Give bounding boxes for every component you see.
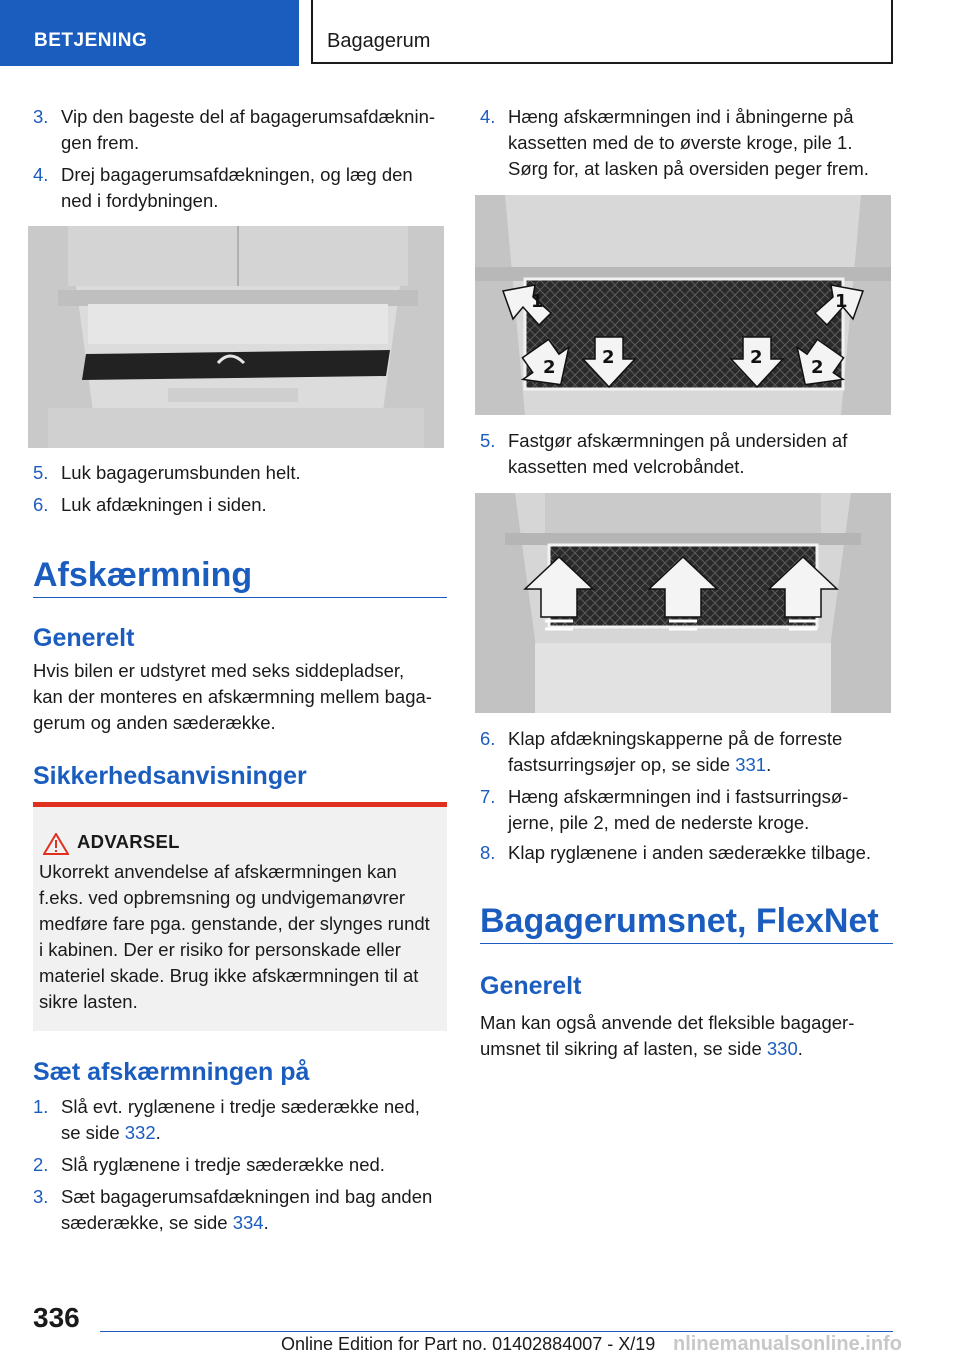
step-text-body: Klap afdækningskapperne på de forreste fastsurringsøjer op, se side: [508, 728, 843, 775]
topic-box: [311, 0, 893, 64]
step-number: 3.: [33, 1186, 49, 1207]
step-text: [61, 1184, 432, 1236]
heading-generelt-flexnet: Generelt: [480, 972, 582, 1000]
step-text: Slå ryglænene i tredje sæderække ned.: [61, 1154, 385, 1175]
arrow-label: 2: [750, 347, 763, 368]
flexnet-text-end: .: [797, 1038, 803, 1059]
install-step-1: [33, 1094, 453, 1148]
warning-text: Ukorrekt anvendelse af afskærmningen kan f.eks. ved opbremsning og undvigemanøvrer medføre fare pga. genstande, der slynges rundt i kabinen. Der er risiko for personskade eller materiel skade. Brug ikke afskærmningen til at sikre lasten.: [39, 861, 430, 1012]
step-number: 5.: [33, 462, 49, 483]
warning-box: [33, 802, 447, 1031]
step-text-body: Slå evt. ryglænene i tredje sæderække ned, se side: [61, 1096, 420, 1143]
step-3-tilt: [33, 104, 453, 158]
step-text: Drej bagagerumsafdækningen, og læg den ned i fordybningen.: [61, 164, 413, 211]
heading-rule: [33, 597, 447, 598]
page-link-331[interactable]: 331: [735, 754, 767, 775]
step-number: 4.: [33, 164, 49, 185]
step-number: 6.: [480, 728, 496, 749]
warning-triangle-icon: [43, 833, 69, 855]
step-text: Klap ryglænene i anden sæderække tilbage.: [508, 842, 872, 863]
trunk-cover-illustration: [28, 226, 444, 448]
arrow-label: 2: [543, 357, 556, 378]
step-text: Luk afdækningen i siden.: [61, 494, 267, 515]
page-number: 336: [33, 1302, 80, 1333]
heading-flexnet: Bagagerumsnet, FlexNet: [480, 902, 879, 940]
step-number: 2.: [33, 1154, 49, 1175]
heading-rule: [480, 943, 893, 944]
heading-sikkerhed: Sikkerhedsanvisninger: [33, 762, 307, 790]
step-number: 6.: [33, 494, 49, 515]
heading-generelt: Generelt: [33, 624, 135, 652]
install-step-3: [33, 1184, 453, 1238]
step-number: 8.: [480, 842, 496, 863]
flexnet-generelt-text: [480, 1010, 900, 1062]
arrow-label: 1: [835, 291, 848, 312]
step-text: Hæng afskærmningen ind i åbningerne på kassetten med de to øverste kroge, pile 1. Sørg for, at lasken på oversiden peger frem.: [508, 106, 869, 179]
section-label: BETJENING: [34, 30, 148, 51]
step-number: 4.: [480, 106, 496, 127]
step-5-close-floor: [33, 460, 453, 488]
net-hooks-photo: [475, 195, 891, 415]
step-text-end: .: [155, 1122, 161, 1143]
step-text-end: .: [263, 1212, 269, 1233]
net-velcro-photo: [475, 493, 891, 713]
step-6-close-side: [33, 492, 453, 520]
step-number: 3.: [33, 106, 49, 127]
net-hooks-illustration: [475, 195, 891, 415]
page-link-330[interactable]: 330: [766, 1038, 798, 1059]
warning-title: ADVARSEL: [77, 831, 180, 852]
step-text: Vip den bageste del af bagagerumsafdæknin- gen frem.: [61, 106, 436, 153]
step-text-body: Sæt bagagerumsafdækningen ind bag anden sæderække, se side: [61, 1186, 433, 1233]
trunk-cover-photo: [28, 226, 444, 448]
step-text-end: .: [766, 754, 772, 775]
net-velcro-illustration: [475, 493, 891, 713]
step-4-hang: [480, 104, 900, 184]
section-tab: [0, 0, 299, 66]
generelt-text: Hvis bilen er udstyret med seks siddepladser, kan der monteres en afskærmning mellem baga- gerum og anden sæderække.: [33, 660, 432, 733]
heading-saet-paa: Sæt afskærmningen på: [33, 1058, 310, 1086]
footer-rule: [100, 1331, 893, 1332]
step-number: 5.: [480, 430, 496, 451]
step-text: [508, 726, 842, 778]
topic-label: Bagagerum: [327, 30, 431, 52]
step-5-velcro: [480, 428, 900, 482]
step-6-flaps: [480, 726, 900, 780]
arrow-label: 1: [531, 291, 544, 312]
page-link-332[interactable]: 332: [124, 1122, 156, 1143]
step-text: Luk bagagerumsbunden helt.: [61, 462, 301, 483]
step-number: 1.: [33, 1096, 49, 1117]
page-link-334[interactable]: 334: [232, 1212, 264, 1233]
step-text: Fastgør afskærmningen på undersiden af kassetten med velcrobåndet.: [508, 430, 848, 477]
step-text: [61, 1094, 420, 1146]
heading-afskaermning: Afskærmning: [33, 556, 253, 594]
step-8-backrests: [480, 840, 900, 868]
install-step-2: [33, 1152, 453, 1180]
watermark: nlinemanualsonline.info: [673, 1333, 902, 1355]
step-text: Hæng afskærmningen ind i fastsurringsø- jerne, pile 2, med de nederste kroge.: [508, 786, 849, 833]
step-7-lashing-eyes: [480, 784, 900, 838]
edition-text: Online Edition for Part no. 01402884007 - X/19: [281, 1334, 656, 1354]
flexnet-text-body: Man kan også anvende det fleksible bagager- umsnet til sikring af lasten, se side: [480, 1012, 855, 1059]
step-4-rotate: [33, 162, 453, 216]
arrow-label: 2: [811, 357, 824, 378]
arrow-label: 2: [602, 347, 615, 368]
step-number: 7.: [480, 786, 496, 807]
